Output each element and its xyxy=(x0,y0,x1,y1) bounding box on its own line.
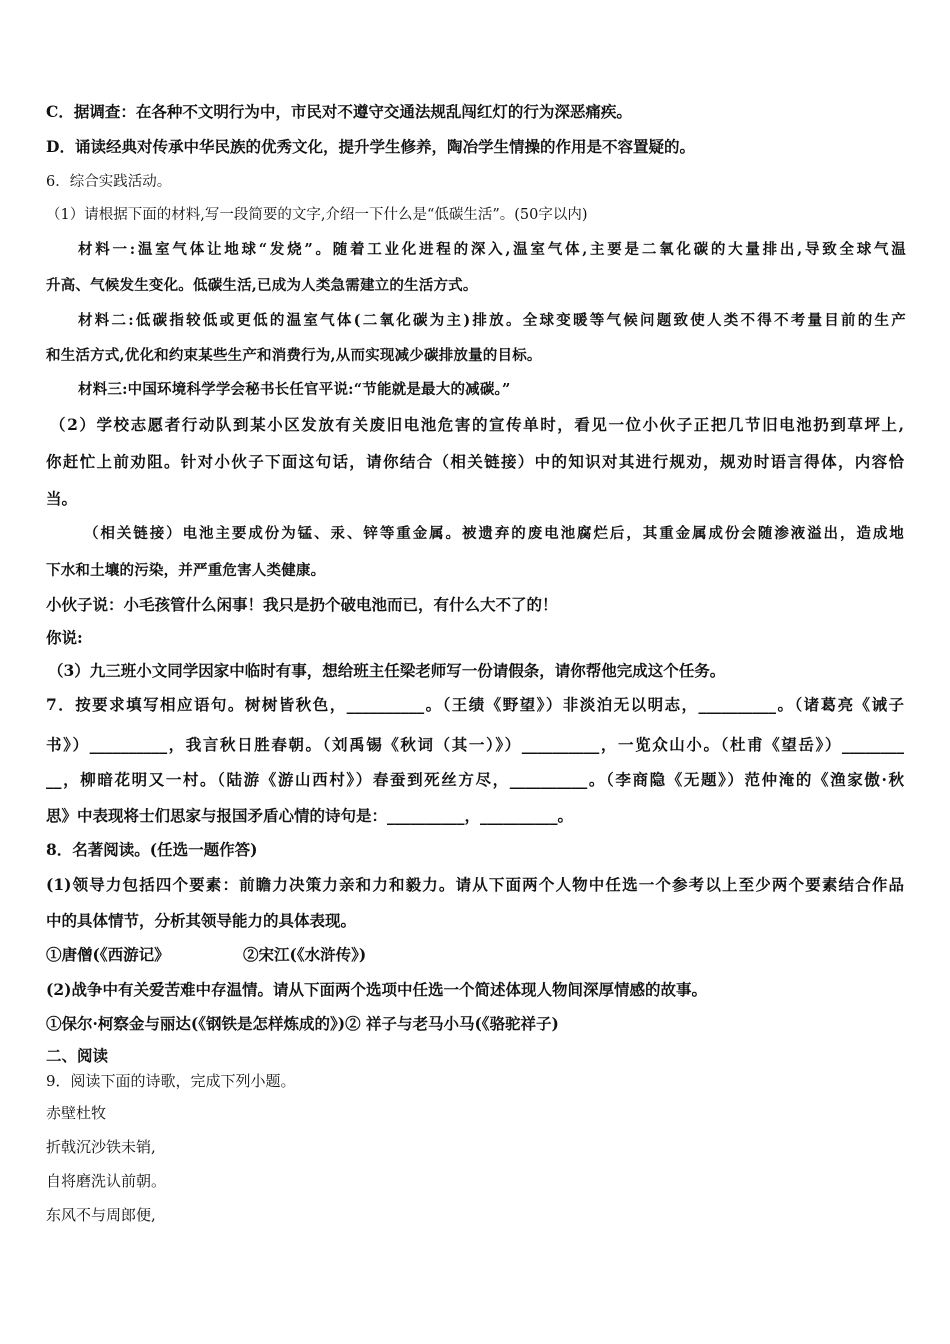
question-7-line-2: 书》）__________，我言秋日胜春朝。（刘禹锡《秋词（其一）》）__________，一览众山小。（杜甫《望岳》）________ xyxy=(46,735,904,754)
material-1-line-2: 升高、气候发生变化。低碳生活,已成为人类急需建立的生活方式。 xyxy=(46,277,478,294)
question-9: 9．阅读下面的诗歌，完成下列小题。 xyxy=(46,1072,296,1090)
question-6-part-3: （3）九三班小文同学因家中临时有事，想给班主任梁老师写一份请假条，请你帮他完成这个任务。 xyxy=(48,661,726,680)
question-6-part-2-line-1: （2）学校志愿者行动队到某小区发放有关废旧电池危害的宣传单时，看见一位小伙子正把几节旧电池扔到草坪上, xyxy=(50,415,904,434)
question-8-part-2: (2)战争中有关爱苦难中存温情。请从下面两个选项中任选一个简述体现人物间深厚情感的故事。 xyxy=(46,980,707,999)
question-8-option-1: ①唐僧(《西游记》 xyxy=(46,945,170,964)
material-2-line-1: 材料二:低碳指较低或更低的温室气体(二氧化碳为主)排放。全球变暖等气候问题致使人类不得不考量目前的生产 xyxy=(78,312,906,329)
question-8-title: 8．名著阅读。(任选一题作答) xyxy=(46,840,258,859)
youth-says: 小伙子说：小毛孩管什么闲事！我只是扔个破电池而已，有什么大不了的！ xyxy=(46,595,558,614)
related-link-line-1: （相关链接）电池主要成份为锰、汞、锌等重金属。被遗弃的废电池腐烂后，其重金属成份会随渗液溢出，造成地 xyxy=(84,525,904,542)
poem-line-1: 折戟沉沙铁未销, xyxy=(46,1138,156,1156)
question-8-part-2-options: ①保尔·柯察金与丽达(《钢铁是怎样炼成的》)② 祥子与老马小马(《骆驼祥子) xyxy=(46,1014,559,1033)
question-7-line-4: 思》中表现将士们思家与报国矛盾心情的诗句是：__________，__________。 xyxy=(46,806,574,825)
poem-line-2: 自将磨洗认前朝。 xyxy=(46,1172,167,1190)
question-6-part-2-line-3: 当。 xyxy=(46,489,78,508)
material-1-line-1: 材料一:温室气体让地球“发烧”。随着工业化进程的深入,温室气体,主要是二氧化碳的大量排出,导致全球气温 xyxy=(78,241,906,258)
material-2-line-2: 和生活方式,优化和约束某些生产和消费行为,从而实现减少碳排放量的目标。 xyxy=(46,347,542,364)
material-3: 材料三:中国环境科学学会秘书长任官平说:“节能就是最大的减碳。” xyxy=(78,381,511,398)
poem-title: 赤壁杜牧 xyxy=(46,1104,107,1122)
question-7-line-1: 7．按要求填写相应语句。树树皆秋色，__________。（王绩《野望》）非淡泊无以明志，__________。（诸葛亮《诫子 xyxy=(46,695,904,714)
question-6-part-2-line-2: 你赶忙上前劝阻。针对小伙子下面这句话，请你结合（相关链接）中的知识对其进行规劝，规劝时语言得体，内容恰 xyxy=(46,452,904,471)
question-7-line-3: __，柳暗花明又一村。（陆游《游山西村》）春蚕到死丝方尽，__________。（李商隐《无题》）范仲淹的《渔家傲·秋 xyxy=(46,770,904,789)
question-6-part-1: （1）请根据下面的材料,写一段简要的文字,介绍一下什么是“低碳生活”。(50字以内) xyxy=(46,207,588,223)
related-link-line-2: 下水和土壤的污染，并严重危害人类健康。 xyxy=(46,562,326,579)
question-8-part-1-line-1: (1)领导力包括四个要素：前瞻力决策力亲和力和毅力。请从下面两个人物中任选一个参考以上至少两个要素结合作品 xyxy=(46,875,904,894)
section-reading-heading: 二、阅读 xyxy=(46,1046,109,1065)
question-8-option-2: ②宋江(《水浒传》) xyxy=(243,945,367,964)
you-say: 你说: xyxy=(46,628,83,647)
option-d: D．诵读经典对传承中华民族的优秀文化，提升学生修养，陶冶学生情操的作用是不容置疑的。 xyxy=(46,137,695,156)
question-8-part-1-line-2: 中的具体情节，分析其领导能力的具体表现。 xyxy=(46,911,357,930)
option-c: C．据调查：在各种不文明行为中，市民对不遵守交通法规乱闯红灯的行为深恶痛疾。 xyxy=(46,102,632,121)
poem-line-3: 东风不与周郎便, xyxy=(46,1206,156,1224)
question-6-title: 6．综合实践活动。 xyxy=(46,174,172,190)
